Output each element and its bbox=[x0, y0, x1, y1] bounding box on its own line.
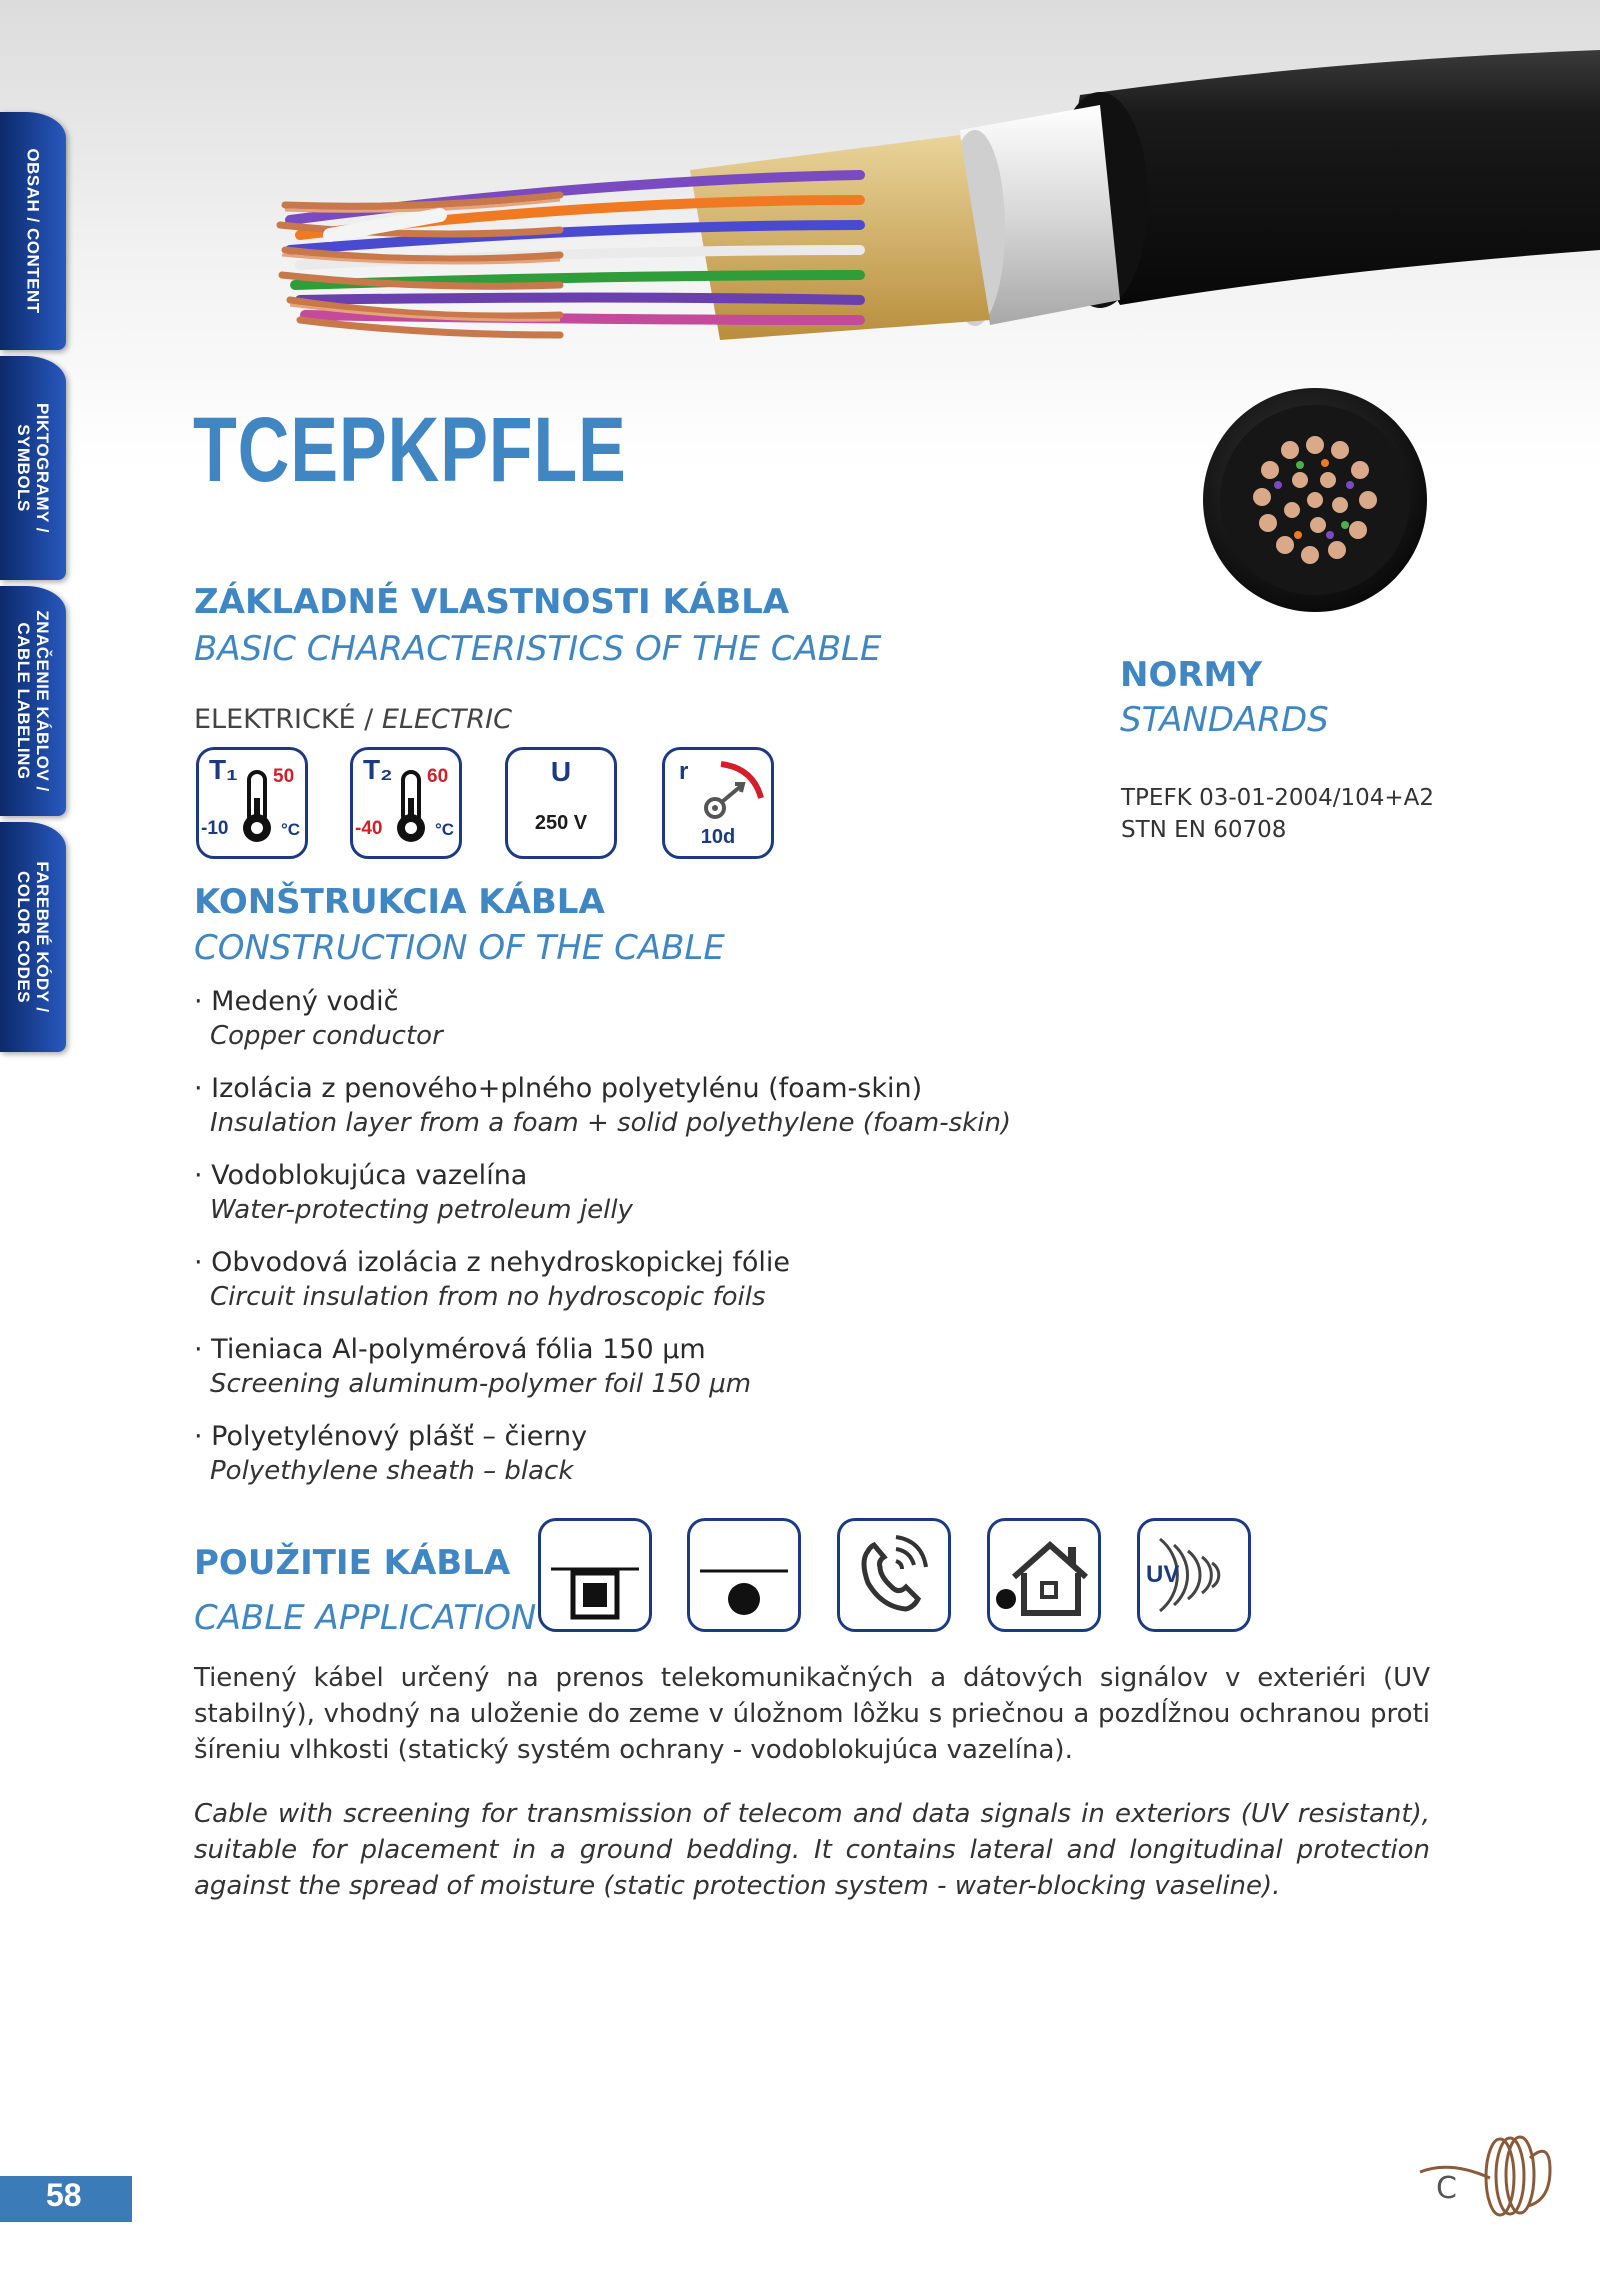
construction-item-en: Screening aluminum-polymer foil 150 μm bbox=[210, 1369, 752, 1399]
electric-label-en: ELECTRIC bbox=[381, 704, 512, 735]
side-tab-content-label: OBSAH / CONTENT bbox=[23, 148, 43, 314]
rated-voltage-box bbox=[505, 747, 617, 859]
construction-item-sk: · Medený vodič bbox=[194, 986, 399, 1017]
bend-value: 10d bbox=[700, 826, 736, 848]
construction-item bbox=[194, 985, 443, 1053]
bend-label: r bbox=[679, 758, 689, 785]
logo-letter: C bbox=[1436, 2171, 1457, 2206]
ground-laying-icon bbox=[687, 1518, 801, 1632]
side-tab-labeling-label-1: ZNAČENIE KÁBLOV / bbox=[33, 610, 52, 792]
side-tab-labeling-label-2: CABLE LABELING bbox=[14, 622, 33, 780]
construction-item bbox=[194, 1246, 790, 1314]
uv-label: UV bbox=[1146, 1561, 1180, 1588]
voltage-value: 250 V bbox=[534, 812, 588, 834]
electric-label bbox=[194, 704, 512, 735]
construction-item-sk: · Obvodová izolácia z nehydroskopickej fólie bbox=[194, 1247, 791, 1278]
construction-item bbox=[194, 1072, 1011, 1140]
construction-heading-en: CONSTRUCTION OF THE CABLE bbox=[194, 928, 725, 968]
construction-item-sk: · Tieniaca Al-polymérová fólia 150 μm bbox=[194, 1334, 706, 1365]
t2-min: -40 bbox=[355, 818, 383, 839]
product-title: TCEPKPFLE bbox=[193, 399, 627, 501]
thermometer-icon bbox=[237, 768, 277, 846]
standards-list bbox=[1121, 782, 1434, 846]
side-tab-color-codes[interactable] bbox=[0, 822, 66, 1052]
t2-label: T₂ bbox=[363, 754, 393, 785]
side-tab-content[interactable] bbox=[0, 112, 66, 350]
side-tab-symbols-label-2: SYMBOLS bbox=[14, 424, 33, 512]
t1-min: -10 bbox=[201, 818, 229, 839]
t2-unit: °C bbox=[435, 820, 455, 839]
side-tab-colors-label-1: FAREBNÉ KÓDY / bbox=[33, 861, 52, 1013]
voltage-label: U bbox=[550, 756, 572, 787]
basic-heading-en: BASIC CHARACTERISTICS OF THE CABLE bbox=[194, 629, 882, 669]
construction-heading-sk: KONŠTRUKCIA KÁBLA bbox=[194, 882, 605, 922]
building-icon bbox=[987, 1518, 1101, 1632]
side-tab-cable-labeling[interactable] bbox=[0, 586, 66, 816]
t2-max: 60 bbox=[427, 766, 449, 787]
t1-unit: °C bbox=[281, 820, 301, 839]
page-number: 58 bbox=[46, 2177, 82, 2213]
construction-item-sk: · Polyetylénový plášť – čierny bbox=[194, 1421, 588, 1452]
side-tab-symbols[interactable] bbox=[0, 356, 66, 580]
application-heading-en: CABLE APPLICATION bbox=[194, 1598, 537, 1638]
electric-label-sk: ELEKTRICKÉ / bbox=[194, 704, 374, 735]
construction-item-en: Copper conductor bbox=[210, 1021, 443, 1051]
construction-item-en: Circuit insulation from no hydroscopic foils bbox=[210, 1282, 766, 1312]
construction-item-en: Polyethylene sheath – black bbox=[210, 1456, 574, 1486]
standard-item: TPEFK 03-01-2004/104+A2 bbox=[1121, 785, 1435, 811]
duct-laying-icon bbox=[538, 1518, 652, 1632]
thermometer-icon bbox=[391, 768, 431, 846]
application-heading-sk: POUŽITIE KÁBLA bbox=[194, 1543, 511, 1583]
construction-item-sk: · Vodoblokujúca vazelína bbox=[194, 1160, 528, 1191]
construction-item bbox=[194, 1420, 587, 1488]
temperature-range-box-1 bbox=[196, 747, 308, 859]
application-description-en: Cable with screening for transmission of telecom and data signals in exteriors (UV resistant), suitable for placement in a ground bedding. It contains lateral and longitudinal protection against the spread of moisture (static protection system - water-blocking vaseline). bbox=[194, 1799, 1430, 1901]
cable-cross-section-image bbox=[1200, 385, 1430, 615]
construction-item-sk: · Izolácia z penového+plného polyetylénu (foam-skin) bbox=[194, 1073, 923, 1104]
temperature-range-box-2 bbox=[350, 747, 462, 859]
side-tab-colors-label-2: COLOR CODES bbox=[14, 870, 33, 1004]
bending-radius-icon bbox=[701, 758, 771, 828]
t1-label: T₁ bbox=[209, 754, 238, 785]
standards-heading-en: STANDARDS bbox=[1120, 700, 1329, 740]
t1-max: 50 bbox=[273, 766, 295, 787]
standards-heading-sk: NORMY bbox=[1120, 655, 1262, 695]
company-logo bbox=[1410, 2120, 1570, 2230]
side-tab-symbols-label-1: PIKTOGRAMY / bbox=[33, 402, 52, 534]
standard-item: STN EN 60708 bbox=[1121, 817, 1287, 843]
uv-resistant-icon bbox=[1137, 1518, 1251, 1632]
construction-item-en: Water-protecting petroleum jelly bbox=[210, 1195, 633, 1225]
application-description-sk: Tienený kábel určený na prenos telekomunikačných a dátových signálov v exteriéri (UV stabilný), vhodný na uloženie do zeme v úložnom lôžku s priečnou a pozdĺžnou ochranou proti šíreniu vlhkosti (statický systém ochrany - vodoblokujúca vazelína). bbox=[194, 1663, 1430, 1765]
construction-item-en: Insulation layer from a foam + solid polyethylene (foam-skin) bbox=[210, 1108, 1012, 1138]
construction-item bbox=[194, 1159, 633, 1227]
telecom-icon bbox=[837, 1518, 951, 1632]
bending-radius-box bbox=[662, 747, 774, 859]
construction-item bbox=[194, 1333, 751, 1401]
basic-heading-sk: ZÁKLADNÉ VLASTNOSTI KÁBLA bbox=[194, 582, 790, 622]
